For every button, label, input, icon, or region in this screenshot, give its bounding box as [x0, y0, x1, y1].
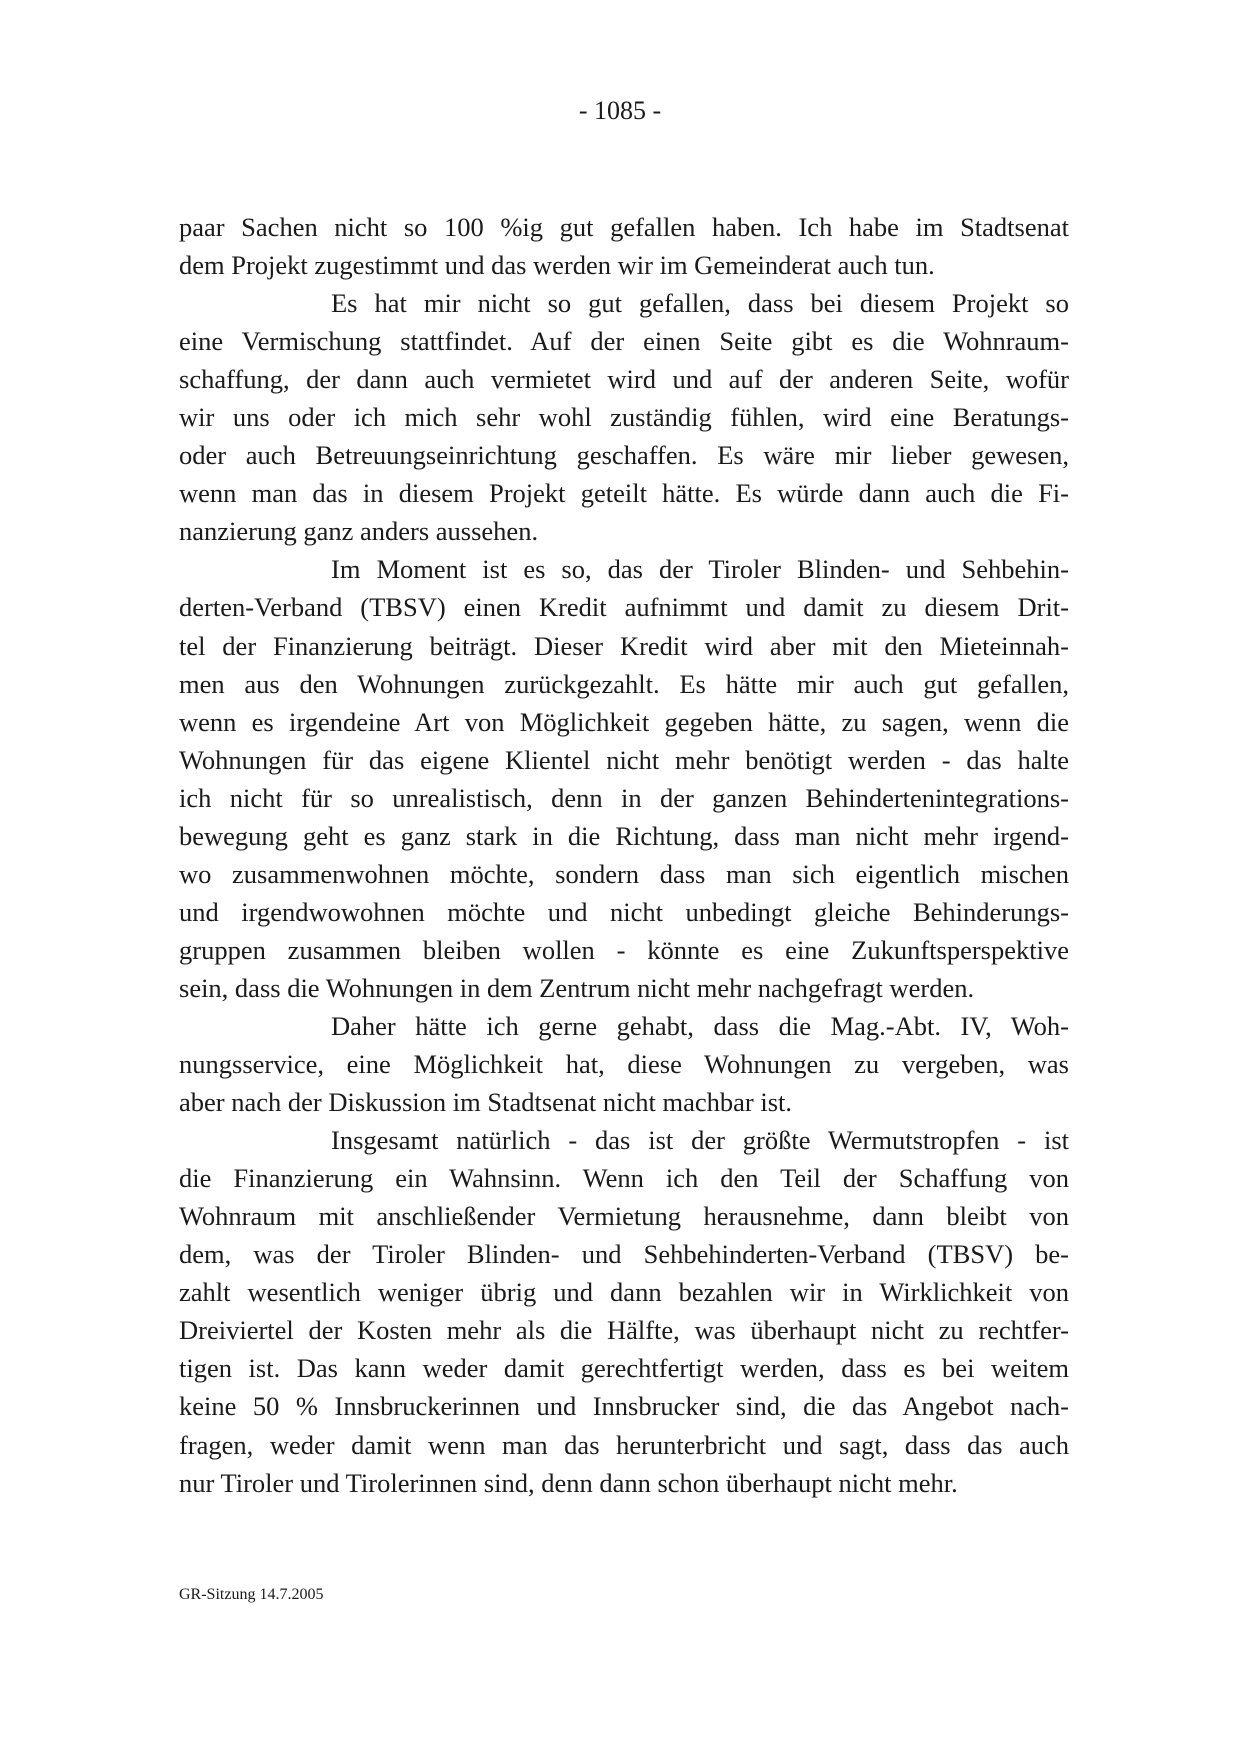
- text-line: zahlt wesentlich weniger übrig und dann bezahlen wir in Wirklichkeit von: [179, 1277, 1069, 1308]
- text-line: nungsservice, eine Möglichkeit hat, diese Wohnungen zu vergeben, was: [179, 1049, 1069, 1080]
- text-line: die Finanzierung ein Wahnsinn. Wenn ich den Teil der Schaffung von: [179, 1163, 1069, 1194]
- text-line: wo zusammenwohnen möchte, sondern dass man sich eigentlich mischen: [179, 858, 1069, 889]
- text-line: Wohnungen für das eigene Klientel nicht mehr benötigt werden - das halte: [179, 744, 1069, 775]
- text-line: wenn man das in diesem Projekt geteilt hätte. Es würde dann auch die Fi-: [179, 478, 1069, 509]
- text-line: Dreiviertel der Kosten mehr als die Hälfte, was überhaupt nicht zu rechtfer-: [179, 1315, 1069, 1346]
- text-line: keine 50 % Innsbruckerinnen und Innsbrucker sind, die das Angebot nach-: [179, 1391, 1069, 1422]
- text-line: oder auch Betreuungseinrichtung geschaffen. Es wäre mir lieber gewesen,: [179, 440, 1069, 471]
- text-line: Daher hätte ich gerne gehabt, dass die Mag.-Abt. IV, Woh-: [331, 1010, 1069, 1041]
- footer-session-date: GR-Sitzung 14.7.2005: [179, 1586, 324, 1603]
- text-line: Insgesamt natürlich - das ist der größte Wermutstropfen - ist: [331, 1125, 1069, 1156]
- text-line: Im Moment ist es so, das der Tiroler Blinden- und Sehbehin-: [331, 554, 1069, 585]
- text-line: wir uns oder ich mich sehr wohl zuständig fühlen, wird eine Beratungs-: [179, 402, 1069, 433]
- text-line: fragen, weder damit wenn man das herunterbricht und sagt, dass das auch: [179, 1429, 1069, 1460]
- text-line: tel der Finanzierung beiträgt. Dieser Kredit wird aber mit den Mieteinnah-: [179, 630, 1069, 661]
- text-line: men aus den Wohnungen zurückgezahlt. Es hätte mir auch gut gefallen,: [179, 668, 1069, 699]
- page-number: - 1085 -: [578, 96, 662, 125]
- text-line: ich nicht für so unrealistisch, denn in der ganzen Behindertenintegrations-: [179, 782, 1069, 813]
- text-line: bewegung geht es ganz stark in die Richtung, dass man nicht mehr irgend-: [179, 820, 1069, 851]
- body-text: [179, 208, 1069, 1502]
- text-line: Wohnraum mit anschließender Vermietung herausnehme, dann bleibt von: [179, 1201, 1069, 1232]
- text-line: schaffung, der dann auch vermietet wird und auf der anderen Seite, wofür: [179, 364, 1069, 395]
- text-line: nur Tiroler und Tirolerinnen sind, denn dann schon überhaupt nicht mehr.: [179, 1467, 958, 1498]
- text-line: dem, was der Tiroler Blinden- und Sehbehinderten-Verband (TBSV) be-: [179, 1239, 1069, 1270]
- text-line: aber nach der Diskussion im Stadtsenat nicht machbar ist.: [179, 1087, 793, 1118]
- text-line: gruppen zusammen bleiben wollen - könnte es eine Zukunftsperspektive: [179, 934, 1069, 965]
- text-line: derten-Verband (TBSV) einen Kredit aufnimmt und damit zu diesem Drit-: [179, 592, 1069, 623]
- text-line: Es hat mir nicht so gut gefallen, dass bei diesem Projekt so: [331, 288, 1069, 319]
- text-line: sein, dass die Wohnungen in dem Zentrum nicht mehr nachgefragt werden.: [179, 972, 975, 1003]
- text-line: paar Sachen nicht so 100 %ig gut gefallen haben. Ich habe im Stadtsenat: [179, 212, 1069, 242]
- text-line: und irgendwowohnen möchte und nicht unbedingt gleiche Behinderungs-: [179, 896, 1069, 927]
- text-line: eine Vermischung stattfindet. Auf der einen Seite gibt es die Wohnraum-: [179, 326, 1069, 357]
- text-line: nanzierung ganz anders aussehen.: [179, 516, 539, 547]
- text-line: dem Projekt zugestimmt und das werden wir im Gemeinderat auch tun.: [179, 250, 935, 281]
- text-line: tigen ist. Das kann weder damit gerechtfertigt werden, dass es bei weitem: [179, 1353, 1069, 1384]
- text-line: wenn es irgendeine Art von Möglichkeit gegeben hätte, zu sagen, wenn die: [179, 706, 1069, 737]
